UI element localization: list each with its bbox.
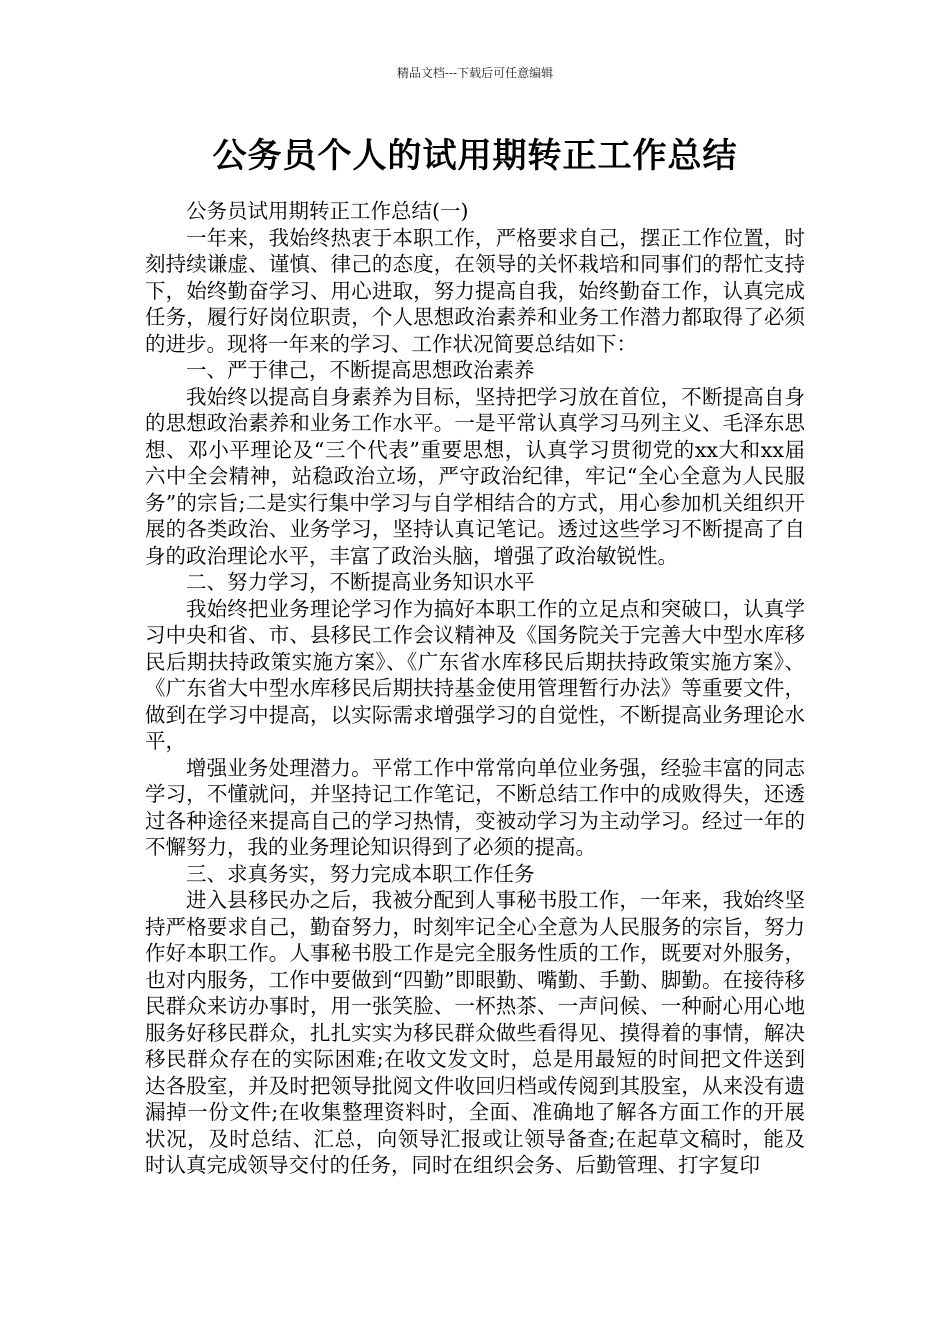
section-subtitle: 公务员试用期转正工作总结(一)	[186, 199, 469, 223]
paragraph: 一年来，我始终热衷于本职工作，严格要求自己，摆正工作位置，时刻持续谦虚、谨慎、律己的态度，在领导的关怀栽培和同事们的帮忙支持下，始终勤奋学习、用心进取，努力提高自我，始终勤奋工作，认真完成任务，履行好岗位职责，个人思想政治素养和业务工作潜力都取得了必须的进步。现将一年来的学习、工作状况简要总结如下：	[145, 225, 805, 356]
section-heading: 二、努力学习，不断提高业务知识水平	[186, 570, 535, 594]
header-note: 精品文档---下载后可任意编辑	[396, 66, 554, 80]
paragraph: 我始终把业务理论学习作为搞好本职工作的立足点和突破口，认真学习中央和省、市、县移民工作会议精神及《国务院关于完善大中型水库移民后期扶持政策实施方案》、《广东省水库移民后期扶持政策实施方案》、《广东省大中型水库移民后期扶持基金使用管理暂行办法》等重要文件，做到在学习中提高，以实际需求增强学习的自觉性，不断提高业务理论水平，	[145, 596, 805, 753]
paragraph: 进入县移民办之后，我被分配到人事秘书股工作，一年来，我始终坚持严格要求自己，勤奋努力，时刻牢记全心全意为人民服务的宗旨，努力作好本职工作。人事秘书股工作是完全服务性质的工作，既要对外服务，也对内服务，工作中要做到“四勤”即眼勤、嘴勤、手勤、脚勤。在接待移民群众来访办事时，用一张笑脸、一杯热茶、一声问候、一种耐心用心地服务好移民群众，扎扎实实为移民群众做些看得见、摸得着的事情，解决移民群众存在的实际困难;在收文发文时，总是用最短的时间把文件送到达各股室，并及时把领导批阅文件收回归档或传阅到其股室，从来没有遗漏掉一份文件;在收集整理资料时，全面、准确地了解各方面工作的开展状况，及时总结、汇总，向领导汇报或让领导备查;在起草文稿时，能及时认真完成领导交付的任务，同时在组织会务、后勤管理、打字复印	[145, 888, 805, 1177]
section-heading: 三、求真务实，努力完成本职工作任务	[186, 861, 535, 886]
section-heading: 一、严于律己，不断提高思想政治素养	[186, 358, 535, 382]
document-body	[145, 198, 805, 1179]
document-title: 公务员个人的试用期转正工作总结	[212, 136, 738, 176]
paragraph: 增强业务处理潜力。平常工作中常常向单位业务强，经验丰富的同志学习，不懂就问，并坚持记工作笔记，不断总结工作中的成败得失，还透过各种途径来提高自己的学习热情，变被动学习为主动学习。经过一年的不懈努力，我的业务理论知识得到了必须的提高。	[145, 755, 805, 859]
paragraph: 我始终以提高自身素养为目标，坚持把学习放在首位，不断提高自身的思想政治素养和业务工作水平。一是平常认真学习马列主义、毛泽东思想、邓小平理论及“三个代表”重要思想，认真学习贯彻党的xx大和xx届六中全会精神，站稳政治立场，严守政治纪律，牢记“全心全意为人民服务”的宗旨;二是实行集中学习与自学相结合的方式，用心参加机关组织开展的各类政治、业务学习，坚持认真记笔记。透过这些学习不断提高了自身的政治理论水平，丰富了政治头脑，增强了政治敏锐性。	[145, 384, 805, 568]
